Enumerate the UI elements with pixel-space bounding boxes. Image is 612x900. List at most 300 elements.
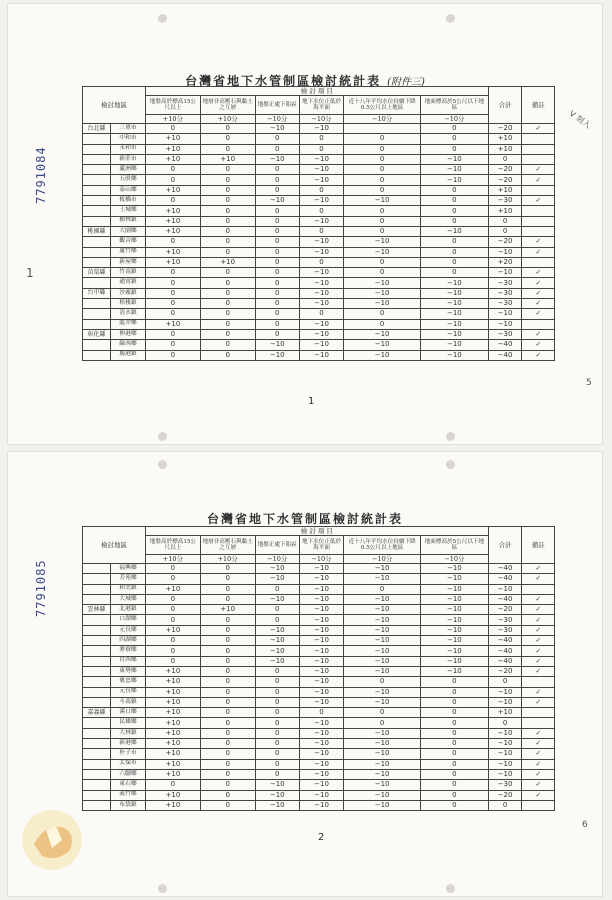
score-cell: −10 (299, 625, 343, 635)
table-row (83, 718, 555, 728)
score-cell: −10 (344, 800, 421, 810)
score-cell: −10 (344, 790, 421, 800)
remark-check-cell (522, 677, 555, 687)
score-cell: −10 (421, 288, 489, 298)
score-cell: −10 (421, 574, 489, 584)
score-cell: −10 (299, 728, 343, 738)
total-cell: −30 (488, 780, 522, 790)
township-cell: 觀音鄉 (111, 237, 146, 247)
table-row (83, 268, 555, 278)
criterion-header: 地層非高壓石與黏土之互層 (200, 96, 255, 115)
score-cell: 0 (421, 257, 489, 267)
table-row (83, 749, 555, 759)
score-cell: 0 (200, 656, 255, 666)
table-row (83, 175, 555, 185)
score-cell: −10 (299, 780, 343, 790)
score-cell: 0 (255, 144, 299, 154)
township-cell: 龍井鄉 (111, 319, 146, 329)
score-cell: 0 (200, 319, 255, 329)
township-cell: 台西鄉 (111, 656, 146, 666)
score-cell: 0 (200, 800, 255, 810)
table-row (83, 350, 555, 360)
county-cell (83, 237, 111, 247)
remark-check-cell: ✓ (522, 564, 555, 574)
score-cell: −10 (421, 615, 489, 625)
score-cell: −10 (299, 124, 343, 134)
score-cell: −10 (299, 759, 343, 769)
remark-check-cell: ✓ (522, 299, 555, 309)
score-cell: 0 (299, 708, 343, 718)
county-cell (83, 299, 111, 309)
score-cell: −10 (299, 646, 343, 656)
criteria-group-header: 檢 討 項 目 (146, 527, 489, 536)
score-cell: 0 (421, 800, 489, 810)
county-cell: 台中縣 (83, 288, 111, 298)
township-cell: 口湖鄉 (111, 615, 146, 625)
score-cell: −10 (421, 584, 489, 594)
total-cell: 0 (488, 226, 522, 236)
score-cell: 0 (200, 677, 255, 687)
score-cell: +10 (146, 708, 201, 718)
table-row (83, 299, 555, 309)
score-cell: −10 (255, 790, 299, 800)
score-cell: −10 (344, 278, 421, 288)
score-cell: −10 (344, 564, 421, 574)
score-cell: 0 (200, 216, 255, 226)
score-cell: 0 (200, 739, 255, 749)
score-cell: 0 (421, 708, 489, 718)
township-cell: 和美鎮 (111, 584, 146, 594)
score-cell: −10 (299, 677, 343, 687)
township-cell: 溪口鄉 (111, 708, 146, 718)
score-cell: 0 (255, 165, 299, 175)
score-cell: −10 (299, 594, 343, 604)
score-cell: −10 (421, 666, 489, 676)
score-cell: 0 (200, 350, 255, 360)
score-cell: +10 (146, 697, 201, 707)
score-cell: +10 (146, 144, 201, 154)
county-cell (83, 154, 111, 164)
score-cell: 0 (255, 175, 299, 185)
score-cell: 0 (146, 288, 201, 298)
score-cell: −10 (299, 216, 343, 226)
table-row (83, 800, 555, 810)
score-cell: 0 (200, 594, 255, 604)
county-cell (83, 769, 111, 779)
score-cell: −10 (255, 350, 299, 360)
remark-check-cell: ✓ (522, 739, 555, 749)
score-cell: 0 (200, 615, 255, 625)
score-cell: 0 (200, 165, 255, 175)
score-cell: 0 (255, 759, 299, 769)
table-title: 台灣省地下水管制區檢討統計表 (206, 512, 403, 526)
score-cell: 0 (344, 257, 421, 267)
score-cell: −10 (299, 790, 343, 800)
remark-check-cell: ✓ (522, 268, 555, 278)
score-cell: −10 (299, 340, 343, 350)
remark-check-cell (522, 708, 555, 718)
county-cell (83, 728, 111, 738)
total-cell: −40 (488, 574, 522, 584)
township-cell: 新莊市 (111, 154, 146, 164)
score-cell: −10 (344, 646, 421, 656)
remark-check-cell (522, 206, 555, 216)
page-number: 2 (318, 832, 325, 843)
total-cell: −40 (488, 340, 522, 350)
statistics-table (82, 86, 555, 361)
score-cell: 0 (421, 124, 489, 134)
score-cell: 0 (421, 718, 489, 728)
score-cell: −10 (344, 666, 421, 676)
score-cell: −10 (344, 749, 421, 759)
remark-check-cell: ✓ (522, 329, 555, 339)
county-cell (83, 206, 111, 216)
score-cell: 0 (421, 769, 489, 779)
punch-hole (446, 14, 455, 23)
total-cell: −10 (488, 759, 522, 769)
criterion-header: 地盤高於標高15公尺以上 (146, 96, 201, 115)
total-cell: −30 (488, 329, 522, 339)
score-cell: −10 (299, 564, 343, 574)
table-row (83, 594, 555, 604)
score-cell: 0 (200, 636, 255, 646)
score-cell: −10 (299, 605, 343, 615)
score-cell: 0 (200, 584, 255, 594)
score-cell: 0 (255, 226, 299, 236)
remark-header: 備註 (522, 87, 555, 124)
township-cell: 通霄鎮 (111, 278, 146, 288)
score-cell: +10 (146, 800, 201, 810)
table-row (83, 605, 555, 615)
total-cell: +20 (488, 257, 522, 267)
criterion-header: 地盤正處下陷區 (255, 96, 299, 115)
total-cell: −10 (488, 749, 522, 759)
score-cell: −10 (299, 718, 343, 728)
table-row (83, 226, 555, 236)
township-cell: 元長鄉 (111, 687, 146, 697)
township-cell: 新港鄉 (111, 739, 146, 749)
table-row (83, 319, 555, 329)
table-row (83, 739, 555, 749)
score-cell: +10 (200, 605, 255, 615)
county-cell (83, 319, 111, 329)
table-row (83, 196, 555, 206)
township-cell: 四湖鄉 (111, 636, 146, 646)
score-cell: −10 (299, 175, 343, 185)
table-row (83, 185, 555, 195)
score-cell: 0 (255, 728, 299, 738)
county-cell (83, 350, 111, 360)
criterion-header: 近十八年平均水位持續下降0.5公尺以上地區 (344, 536, 421, 555)
county-cell (83, 687, 111, 697)
table-row (83, 247, 555, 257)
score-cell: −10 (344, 594, 421, 604)
score-cell: +10 (146, 759, 201, 769)
criterion-header: 地面標高於5公尺以下地區 (421, 536, 489, 555)
county-cell (83, 697, 111, 707)
score-cell: 0 (255, 237, 299, 247)
score-cell: 0 (255, 718, 299, 728)
total-cell: −10 (488, 769, 522, 779)
county-cell (83, 564, 111, 574)
score-cell: 0 (146, 615, 201, 625)
remark-check-cell: ✓ (522, 656, 555, 666)
remark-header: 備註 (522, 527, 555, 564)
criterion-header: 地下水位正低於海平面 (299, 536, 343, 555)
score-cell: −10 (299, 584, 343, 594)
score-cell: 0 (200, 288, 255, 298)
criterion-score: −10分 (421, 555, 489, 564)
township-cell: 朴子市 (111, 749, 146, 759)
score-cell: 0 (421, 237, 489, 247)
score-cell: 0 (421, 144, 489, 154)
township-cell: 清水鎮 (111, 309, 146, 319)
township-cell: 新屋鄉 (111, 257, 146, 267)
county-cell: 台北縣 (83, 124, 111, 134)
table-title: 台灣省地下水管制區檢討統計表 (附件三) (185, 74, 425, 88)
township-cell: 東勢鄉 (111, 666, 146, 676)
score-cell: −10 (299, 687, 343, 697)
total-cell: −20 (488, 790, 522, 800)
total-cell: −20 (488, 237, 522, 247)
township-cell: 褒忠鄉 (111, 677, 146, 687)
total-cell: +10 (488, 185, 522, 195)
score-cell: −10 (255, 154, 299, 164)
county-cell (83, 666, 111, 676)
table-row (83, 340, 555, 350)
score-cell: 0 (255, 309, 299, 319)
table-row (83, 216, 555, 226)
county-cell (83, 196, 111, 206)
remark-check-cell: ✓ (522, 594, 555, 604)
score-cell: +10 (146, 134, 201, 144)
remark-check-cell: ✓ (522, 687, 555, 697)
document-page-1 (8, 4, 602, 444)
township-cell: 六腳鄉 (111, 769, 146, 779)
score-cell: 0 (200, 749, 255, 759)
score-cell: −10 (421, 636, 489, 646)
score-cell: 0 (200, 134, 255, 144)
score-cell: 0 (344, 718, 421, 728)
archive-serial: 7791085 (34, 559, 48, 617)
score-cell: 0 (200, 728, 255, 738)
township-cell: 線西鄉 (111, 340, 146, 350)
total-cell: 0 (488, 216, 522, 226)
score-cell: 0 (200, 185, 255, 195)
township-cell: 大林鎮 (111, 728, 146, 738)
county-cell (83, 247, 111, 257)
score-cell: 0 (255, 216, 299, 226)
total-cell: +10 (488, 134, 522, 144)
region-header: 檢討地區 (83, 87, 146, 124)
score-cell: −10 (421, 594, 489, 604)
score-cell: 0 (146, 196, 201, 206)
score-cell: 0 (146, 268, 201, 278)
remark-check-cell: ✓ (522, 749, 555, 759)
criterion-score: −10分 (299, 555, 343, 564)
score-cell: 0 (200, 206, 255, 216)
county-cell (83, 646, 111, 656)
score-cell: +10 (200, 154, 255, 164)
township-cell: 東石鄉 (111, 780, 146, 790)
remark-check-cell: ✓ (522, 666, 555, 676)
county-cell (83, 185, 111, 195)
score-cell: −10 (344, 697, 421, 707)
score-cell: −10 (299, 268, 343, 278)
score-cell: −10 (421, 154, 489, 164)
score-cell: 0 (200, 666, 255, 676)
county-cell (83, 739, 111, 749)
county-cell: 雲林縣 (83, 605, 111, 615)
attachment-label: (附件三) (387, 77, 425, 88)
criterion-score: −10分 (344, 555, 421, 564)
score-cell: 0 (200, 769, 255, 779)
score-cell: 0 (200, 574, 255, 584)
county-cell (83, 165, 111, 175)
table-row (83, 656, 555, 666)
score-cell: 0 (200, 625, 255, 635)
score-cell: −10 (421, 175, 489, 185)
table-row (83, 708, 555, 718)
score-cell: +10 (146, 687, 201, 697)
score-cell: −10 (344, 739, 421, 749)
table-row (83, 165, 555, 175)
criterion-score: +10分 (146, 555, 201, 564)
score-cell: 0 (255, 257, 299, 267)
remark-check-cell: ✓ (522, 288, 555, 298)
score-cell: 0 (146, 237, 201, 247)
township-cell: 土城鄉 (111, 206, 146, 216)
county-cell (83, 134, 111, 144)
score-cell (344, 124, 421, 134)
punch-hole (446, 432, 455, 441)
score-cell: −10 (255, 574, 299, 584)
county-cell (83, 175, 111, 185)
table-row (83, 154, 555, 164)
criterion-header: 地盤高於標高15公尺以上 (146, 536, 201, 555)
corner-mark: 6 (582, 820, 588, 830)
total-cell: −40 (488, 594, 522, 604)
score-cell: −10 (299, 656, 343, 666)
total-cell: −40 (488, 564, 522, 574)
score-cell: 0 (344, 309, 421, 319)
township-cell: 福興鄉 (111, 564, 146, 574)
county-cell: 苗栗縣 (83, 268, 111, 278)
score-cell: 0 (344, 677, 421, 687)
score-cell: −10 (344, 329, 421, 339)
score-cell: 0 (255, 299, 299, 309)
township-cell: 布袋鎮 (111, 800, 146, 810)
total-cell: −10 (488, 728, 522, 738)
township-cell: 北港鎮 (111, 605, 146, 615)
township-cell: 鹿港鎮 (111, 350, 146, 360)
score-cell: 0 (255, 677, 299, 687)
remark-check-cell (522, 584, 555, 594)
score-cell: 0 (255, 739, 299, 749)
score-cell: −10 (299, 574, 343, 584)
score-cell: −10 (299, 196, 343, 206)
score-cell: +10 (146, 319, 201, 329)
remark-check-cell: ✓ (522, 340, 555, 350)
remark-check-cell (522, 216, 555, 226)
score-cell: 0 (146, 340, 201, 350)
remark-check-cell: ✓ (522, 625, 555, 635)
score-cell: +10 (146, 749, 201, 759)
score-cell: −10 (344, 687, 421, 697)
score-cell: 0 (299, 309, 343, 319)
table-row (83, 728, 555, 738)
table-row (83, 646, 555, 656)
score-cell: −10 (299, 739, 343, 749)
township-cell: 竹南鎮 (111, 268, 146, 278)
score-cell: 0 (200, 697, 255, 707)
score-cell: +10 (200, 257, 255, 267)
county-cell (83, 584, 111, 594)
remark-check-cell: ✓ (522, 769, 555, 779)
table-row (83, 584, 555, 594)
township-cell: 三重市 (111, 124, 146, 134)
score-cell: +10 (146, 257, 201, 267)
county-cell (83, 574, 111, 584)
remark-check-cell (522, 144, 555, 154)
score-cell: −10 (421, 278, 489, 288)
score-cell: 0 (344, 185, 421, 195)
criterion-score: +10分 (200, 555, 255, 564)
score-cell: 0 (421, 196, 489, 206)
score-cell: 0 (146, 780, 201, 790)
score-cell: −10 (421, 605, 489, 615)
table-row (83, 615, 555, 625)
township-cell: 中和市 (111, 134, 146, 144)
remark-check-cell (522, 154, 555, 164)
total-cell: −10 (488, 584, 522, 594)
remark-check-cell: ✓ (522, 759, 555, 769)
score-cell: 0 (200, 309, 255, 319)
score-cell: −10 (344, 769, 421, 779)
township-cell: 梧棲鎮 (111, 299, 146, 309)
score-cell: −10 (421, 564, 489, 574)
remark-check-cell (522, 319, 555, 329)
score-cell: 0 (200, 329, 255, 339)
score-cell: −10 (255, 124, 299, 134)
township-cell: 樹林鎮 (111, 216, 146, 226)
score-cell: 0 (255, 687, 299, 697)
score-cell: 0 (344, 134, 421, 144)
score-cell: 0 (344, 165, 421, 175)
score-cell: 0 (255, 268, 299, 278)
score-cell: 0 (255, 329, 299, 339)
archive-logo-stamp (12, 800, 104, 870)
remark-check-cell: ✓ (522, 646, 555, 656)
table-row (83, 144, 555, 154)
township-cell: 大園鄉 (111, 226, 146, 236)
table-row (83, 780, 555, 790)
score-cell: +10 (146, 216, 201, 226)
score-cell: +10 (146, 769, 201, 779)
remark-check-cell: ✓ (522, 790, 555, 800)
score-cell: 0 (421, 759, 489, 769)
score-cell: −10 (299, 666, 343, 676)
total-cell: −40 (488, 646, 522, 656)
score-cell: −10 (344, 288, 421, 298)
criterion-header: 地面標高於5公尺以下地區 (421, 96, 489, 115)
total-cell: −30 (488, 625, 522, 635)
table-row (83, 625, 555, 635)
score-cell: 0 (255, 278, 299, 288)
score-cell: +10 (146, 718, 201, 728)
score-cell: 0 (421, 687, 489, 697)
score-cell: −10 (255, 594, 299, 604)
